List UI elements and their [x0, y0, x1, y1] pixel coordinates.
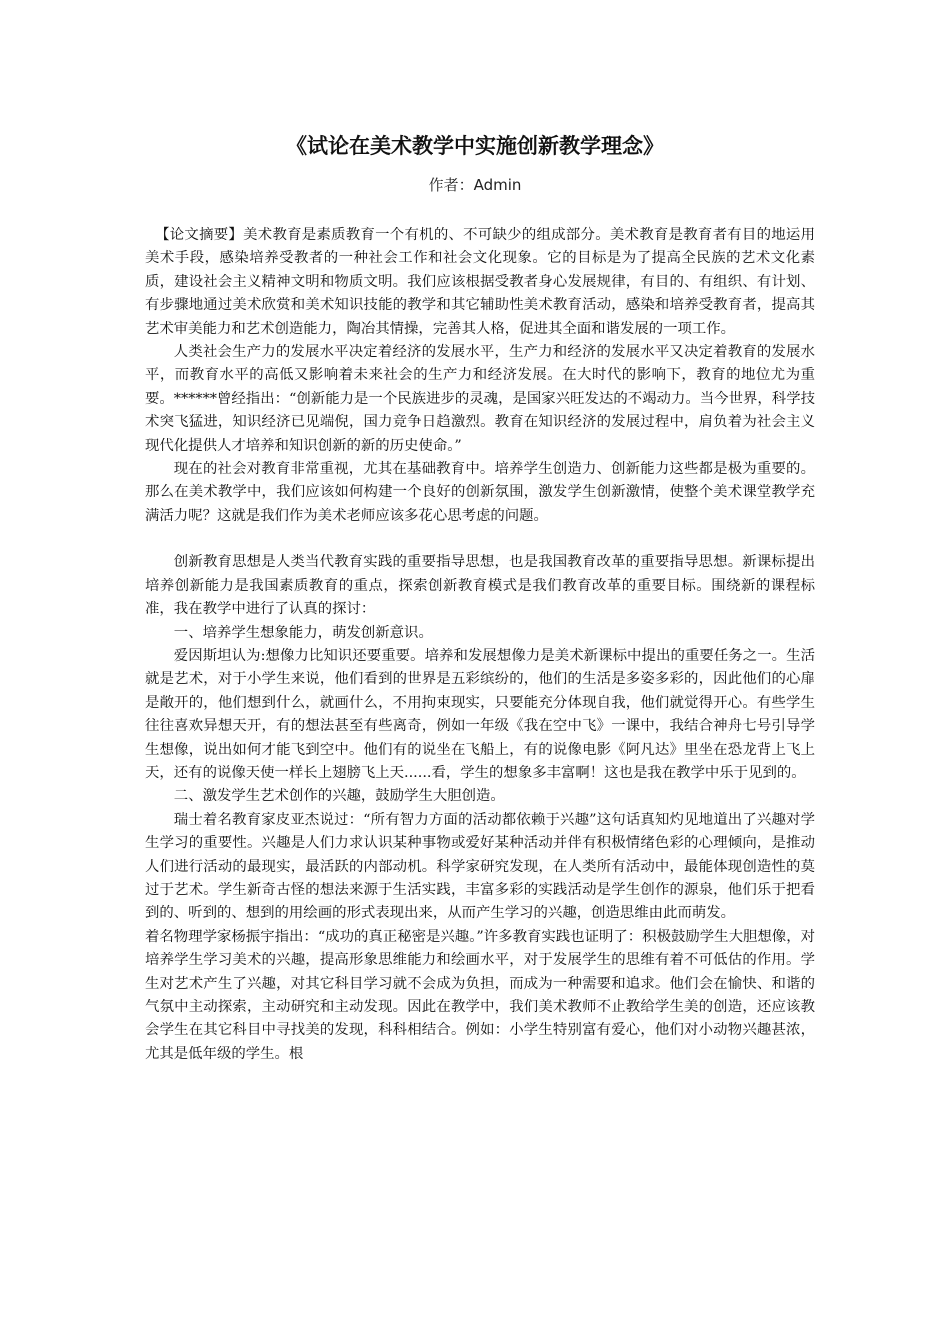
body-paragraph: 创新教育思想是人类当代教育实践的重要指导思想，也是我国教育改革的重要指导思想。新课标提出培养创新能力是我国素质教育的重点，探索创新教育模式是我们教育改革的重要目标。围绕新的课程标准，我在教学中进行了认真的探讨：: [145, 554, 815, 618]
abstract-paragraph: 【论文摘要】美术教育是素质教育一个有机的、不可缺少的组成部分。美术教育是教育者有目的地运用美术手段，感染培养受教者的一种社会工作和社会文化现象。它的目标是为了提高全民族的艺术文化素质，建设社会主义精神文明和物质文明。我们应该根据受教者身心发展规律，有目的、有组织、有计划、有步骤地通过美术欣赏和美术知识技能的教学和其它辅助性美术教育活动，感染和培养受教育者，提高其艺术审美能力和艺术创造能力，陶冶其情操，完善其人格，促进其全面和谐发展的一项工作。: [145, 227, 815, 337]
body-paragraph: 瑞士着名教育家皮亚杰说过：“所有智力方面的活动都依赖于兴趣”这句话真知灼见地道出了兴趣对学生学习的重要性。兴趣是人们力求认识某种事物或爱好某种活动并伴有积极情绪色彩的心理倾向，是推动人们进行活动的最现实，最活跃的内部动机。科学家研究发现，在人类所有活动中，最能体现创造性的莫过于艺术。学生新奇古怪的想法来源于生活实践，丰富多彩的实践活动是学生创作的源泉，他们乐于把看到的、听到的、想到的用绘画的形式表现出来，从而产生学习的兴趣，创造思维由此而萌发。: [145, 811, 815, 922]
body-paragraph: 爱因斯坦认为:想像力比知识还要重要。培养和发展想像力是美术新课标中提出的重要任务之一。生活就是艺术，对于小学生来说，他们看到的世界是五彩缤纷的，他们的生活是多姿多彩的，因此他们的心扉是敞开的，他们想到什么，就画什么，不用拘束现实，只要能充分体现自我，他们就觉得开心。有些学生往往喜欢异想天开，有的想法甚至有些离奇，例如一年级《我在空中飞》一课中，我结合神舟七号引导学生想像，说出如何才能飞到空中。他们有的说坐在飞船上，有的说像电影《阿凡达》里坐在恐龙背上飞上天，还有的说像天使一样长上翅膀飞上天......看，学生的想象多丰富啊！这也是我在教学中乐于见到的。: [145, 647, 815, 781]
document-title: 《试论在美术教学中实施创新教学理念》: [286, 134, 664, 158]
author-line: 作者：Admin: [428, 176, 522, 194]
document-body: [145, 224, 815, 1066]
body-paragraph: 现在的社会对教育非常重视，尤其在基础教育中。培养学生创造力、创新能力这些都是极为重要的。那么在美术教学中，我们应该如何构建一个良好的创新氛围，激发学生创新激情，使整个美术课堂教学充满活力呢？这就是我们作为美术老师应该多花心思考虑的问题。: [145, 461, 815, 524]
body-paragraph: 人类社会生产力的发展水平决定着经济的发展水平，生产力和经济的发展水平又决定着教育的发展水平，而教育水平的高低又影响着未来社会的生产力和经济发展。在大时代的影响下，教育的地位尤为重要。******曾经指出：“创新能力是一个民族进步的灵魂，是国家兴旺发达的不竭动力。当今世界，科学技术突飞猛进，知识经济已见端倪，国力竞争日趋激烈。教育在知识经济的发展过程中，肩负着为社会主义现代化提供人才培养和知识创新的新的历史使命。”: [145, 344, 815, 454]
section-heading: 一、培养学生想象能力，萌发创新意识。: [173, 624, 433, 641]
section-heading: 二、激发学生艺术创作的兴趣，鼓励学生大胆创造。: [173, 788, 505, 805]
paragraph-spacer: [145, 528, 815, 551]
body-paragraph: 着名物理学家杨振宇指出：“成功的真正秘密是兴趣。”许多教育实践也证明了：积极鼓励学生大胆想像，对培养学生学习美术的兴趣，提高形象思维能力和绘画水平，对于发展学生的思维有着不可低估的作用。学生对艺术产生了兴趣，对其它科目学习就不会成为负担，而成为一种需要和追求。他们会在愉快、和谐的气氛中主动探索，主动研究和主动发现。因此在教学中，我们美术教师不止教给学生美的创造，还应该教会学生在其它科目中寻找美的发现，科科相结合。例如：小学生特别富有爱心，他们对小动物兴趣甚浓，尤其是低年级的学生。根: [145, 928, 815, 1062]
